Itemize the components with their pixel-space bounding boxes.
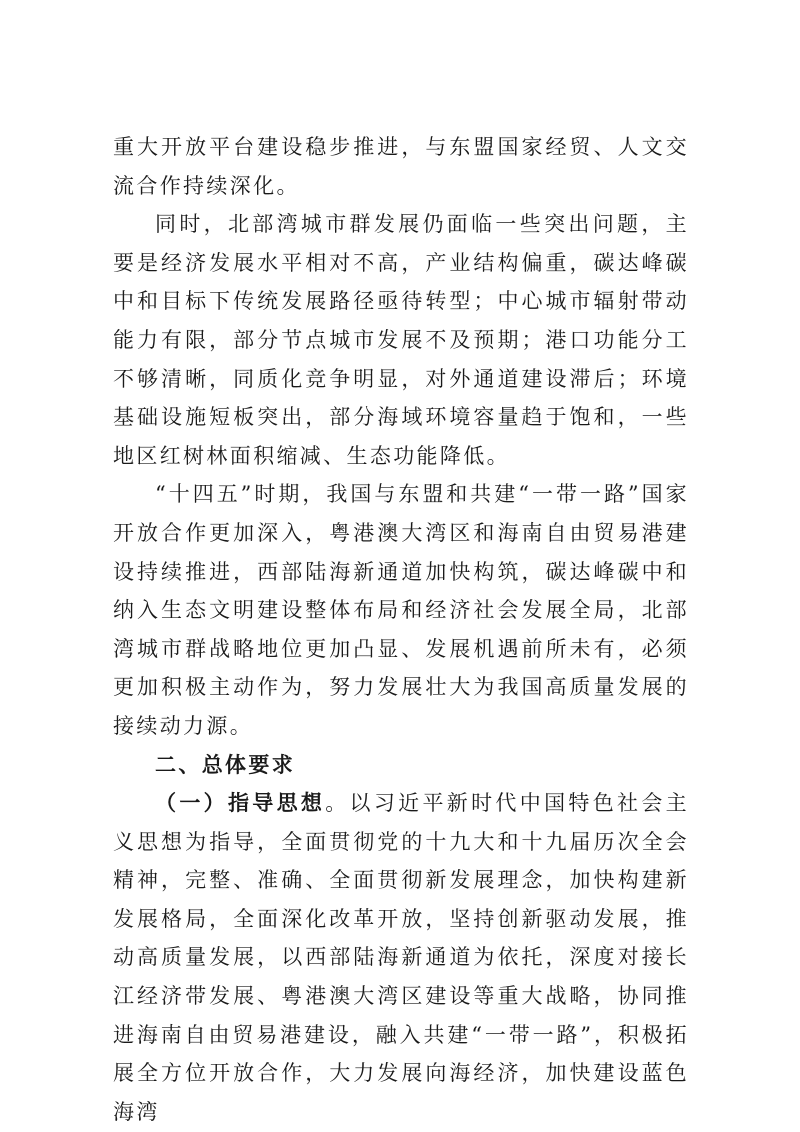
paragraph-opening-continuation: 重大开放平台建设稳步推进，与东盟国家经贸、人文交流合作持续深化。 bbox=[113, 135, 689, 198]
section-heading: 二、总体要求 bbox=[155, 752, 296, 777]
guiding-ideology-text: 。以习近平新时代中国特色社会主义思想为指导，全面贯彻党的十九大和十九届历次全会精神，完整、准确、全面贯彻新发展理念，加快构建新发展格局，全面深化改革开放，坚持创新驱动发展，推动高质量发展，以西部陆海新通道为依托，深度对接长江经济带发展、粤港澳大湾区建设等重大战略，协同推进海南自由贸易港建设，融入共建“一带一路”，积极拓展全方位开放合作，大力发展向海经济，加快建设蓝色海湾 bbox=[113, 791, 689, 1124]
guiding-ideology-lead: （一）指导思想 bbox=[155, 791, 326, 816]
paragraph-opportunities: “十四五”时期，我国与东盟和共建“一带一路”国家开放合作更加深入，粤港澳大湾区和海南自由贸易港建设持续推进，西部陆海新通道加快构筑，碳达峰碳中和纳入生态文明建设整体布局和经济社会发展全局，北部湾城市群战略地位更加凸显、发展机遇前所未有，必须更加积极主动作为，努力发展壮大为我国高质量发展的接续动力源。 bbox=[113, 482, 689, 738]
paragraph-guiding-ideology bbox=[113, 784, 689, 1131]
document-body bbox=[113, 128, 689, 1131]
paragraph-problems: 同时，北部湾城市群发展仍面临一些突出问题，主要是经济发展水平相对不高，产业结构偏重，碳达峰碳中和目标下传统发展路径亟待转型；中心城市辐射带动能力有限，部分节点城市发展不及预期；港口功能分工不够清晰，同质化竞争明显，对外通道建设滞后；环境基础设施短板突出，部分海域环境容量趋于饱和，一些地区红树林面积缩减、生态功能降低。 bbox=[113, 212, 689, 468]
